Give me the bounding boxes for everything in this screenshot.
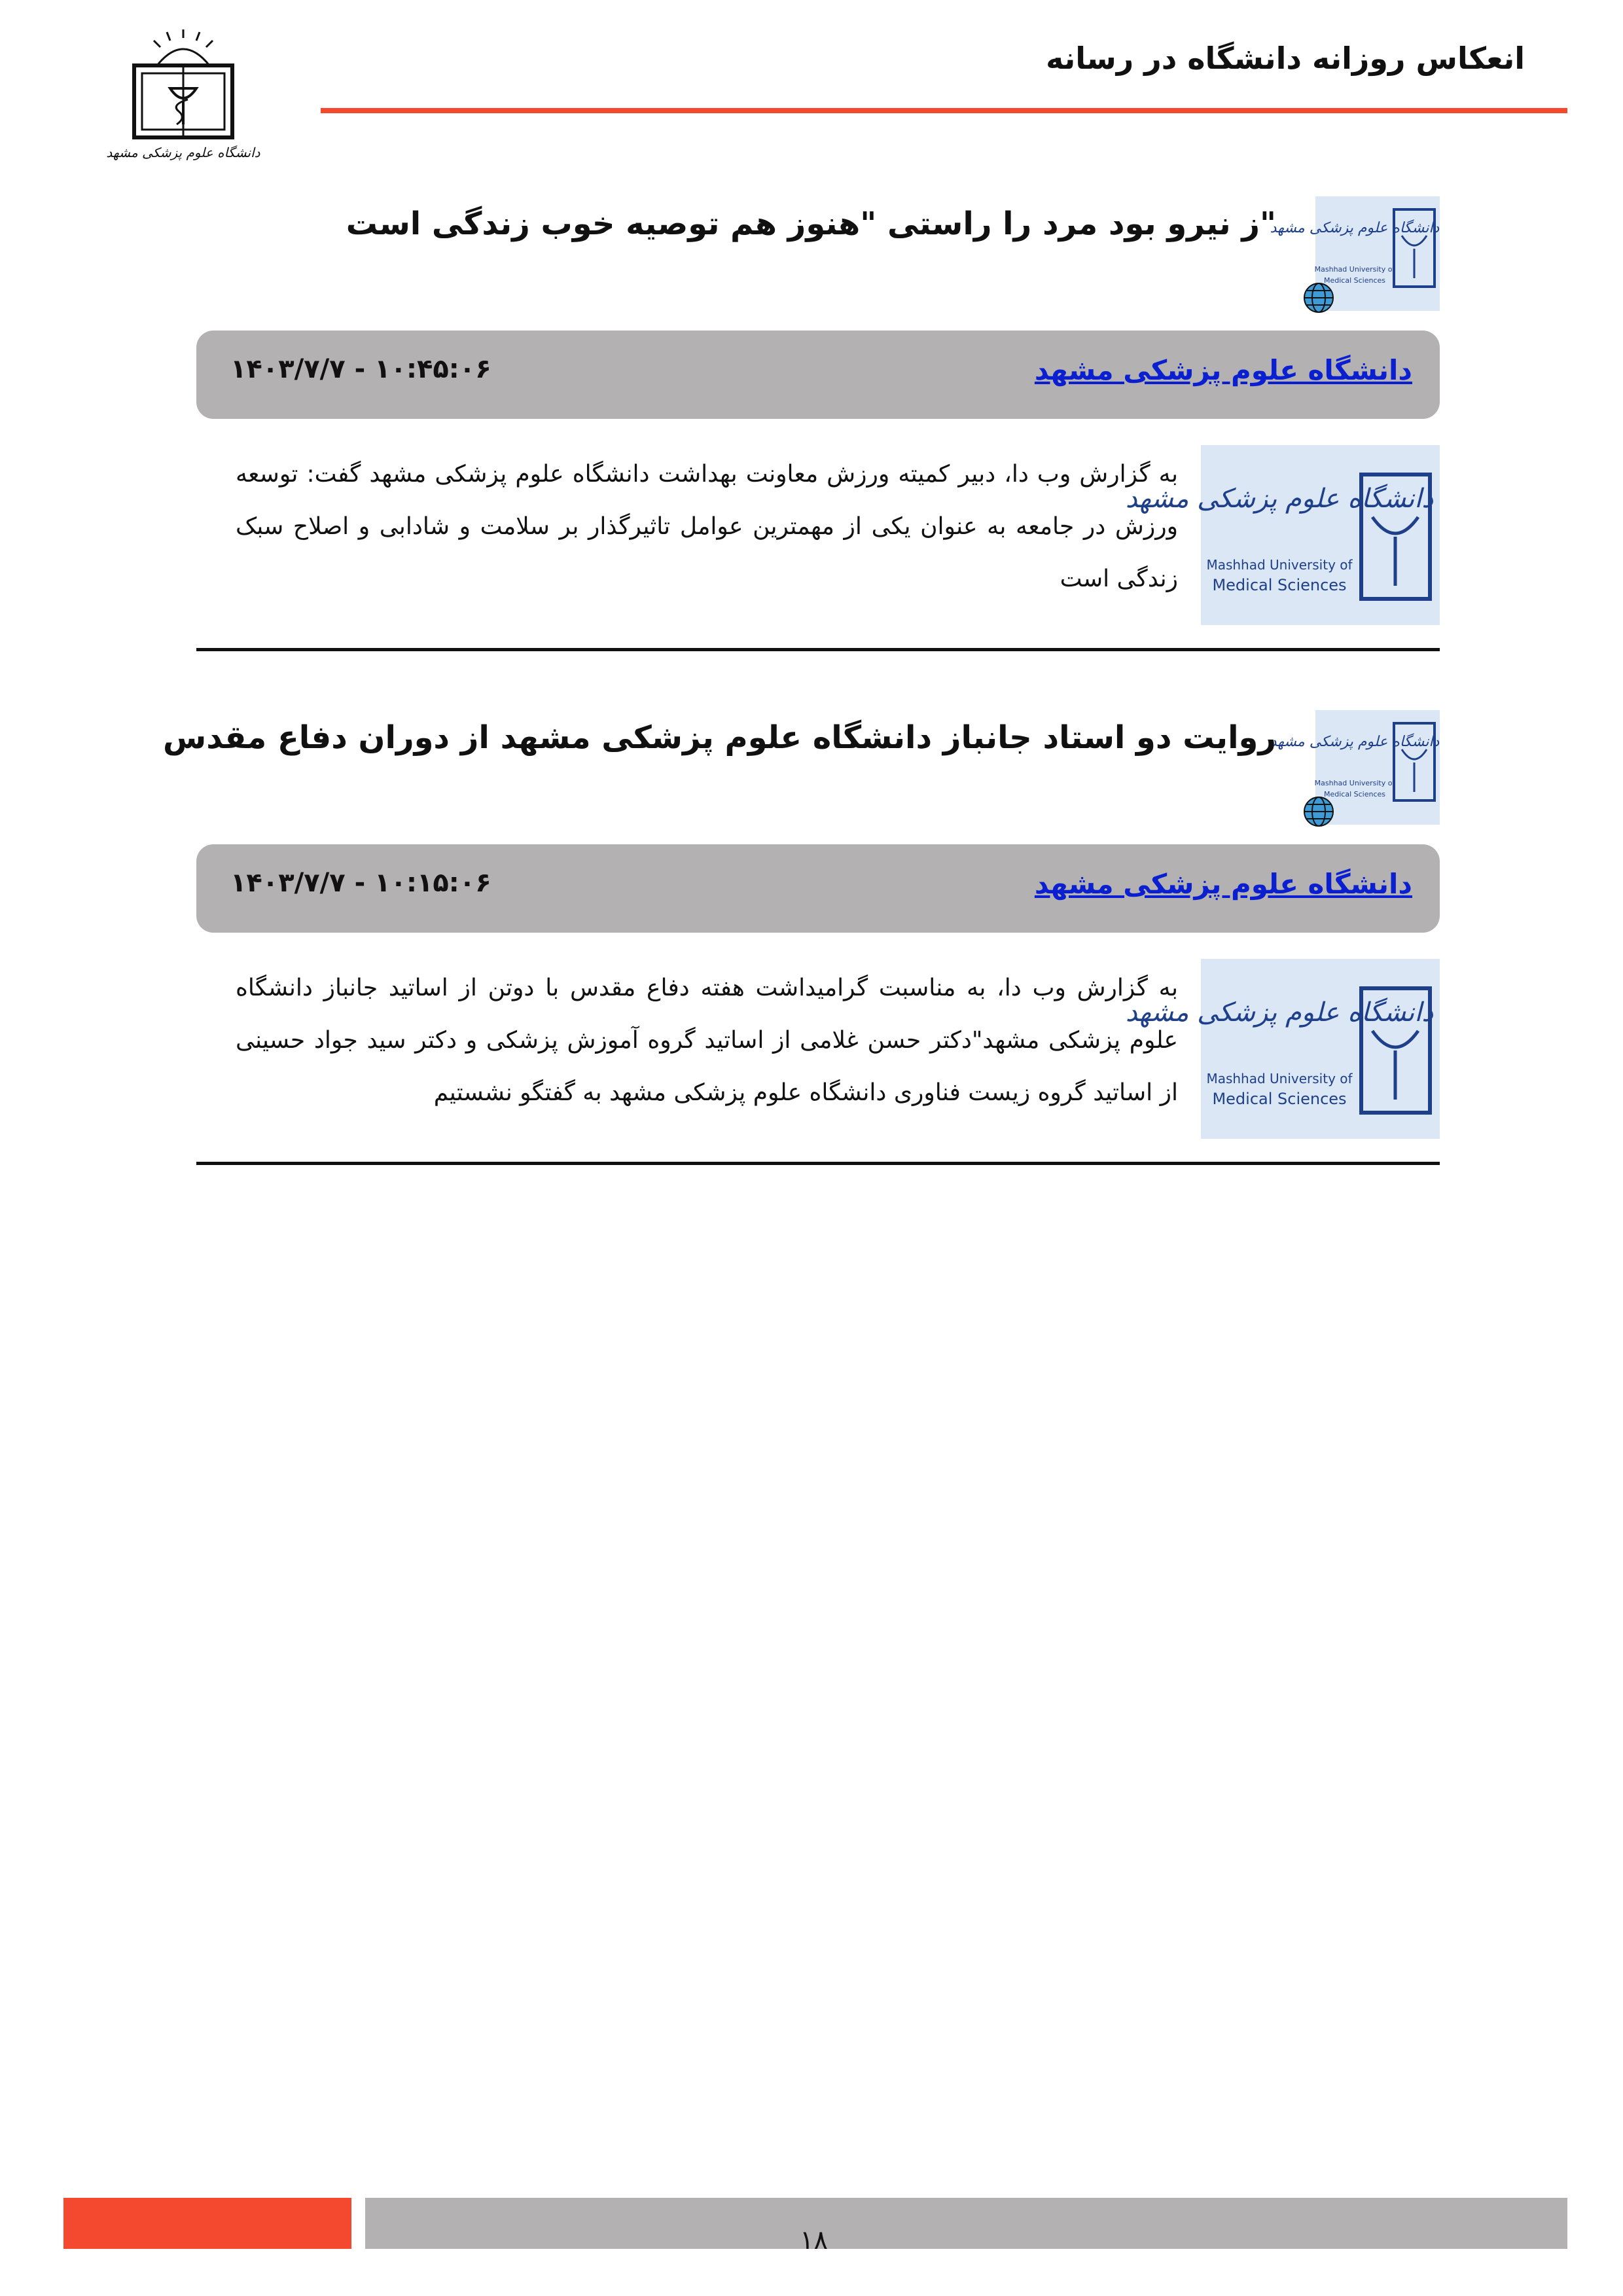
divider — [196, 1162, 1440, 1165]
article-header — [196, 196, 1440, 314]
article-meta-bar — [196, 331, 1440, 419]
page-title: انعکاس روزانه دانشگاه در رسانه — [1046, 41, 1525, 76]
article-summary: به گزارش وب دا، دبیر کمیته ورزش معاونت بهداشت دانشگاه علوم پزشکی مشهد گفت: توسعه ورزش در جامعه به عنوان یکی از مهمترین عوامل تاثیرگذار بر سلامت و شادابی و اصلاح سبک زندگی است — [236, 461, 1178, 592]
svg-text:دانشگاه علوم پزشکی مشهد: دانشگاه علوم پزشکی مشهد — [1270, 734, 1440, 750]
article-thumbnail — [1125, 445, 1440, 625]
page-number: ۱۸ — [800, 2225, 828, 2255]
source-link[interactable]: دانشگاه علوم پزشکی مشهد — [1034, 868, 1412, 900]
footer-bar — [365, 2198, 1567, 2249]
svg-text:دانشگاه علوم پزشکی مشهد: دانشگاه علوم پزشکی مشهد — [1270, 220, 1440, 236]
header-rule — [321, 108, 1567, 113]
svg-text:Medical Sciences: Medical Sciences — [1323, 276, 1386, 285]
svg-text:Medical Sciences: Medical Sciences — [1212, 576, 1347, 594]
article-meta-bar — [196, 844, 1440, 933]
svg-text:Medical Sciences: Medical Sciences — [1212, 1090, 1347, 1108]
source-link[interactable]: دانشگاه علوم پزشکی مشهد — [1034, 354, 1412, 386]
svg-text:Mashhad University of: Mashhad University of — [1206, 557, 1353, 573]
svg-text:Medical Sciences: Medical Sciences — [1323, 790, 1386, 798]
globe-icon — [1302, 795, 1335, 828]
article-title[interactable]: روایت دو استاد جانباز دانشگاه علوم پزشکی مشهد از دوران دفاع مقدس — [163, 719, 1276, 756]
globe-icon — [1302, 281, 1335, 314]
article-title[interactable]: "ز نیرو بود مرد را راستی "هنوز هم توصیه خوب زندگی است — [346, 206, 1276, 242]
news-item — [163, 710, 1440, 1168]
article-thumbnail — [1125, 959, 1440, 1139]
svg-text:Mashhad University of: Mashhad University of — [1314, 779, 1395, 787]
divider — [196, 648, 1440, 651]
svg-text:Mashhad University of: Mashhad University of — [1206, 1071, 1353, 1086]
svg-text:Mashhad University of: Mashhad University of — [1314, 265, 1395, 274]
svg-text:دانشگاه علوم پزشکی مشهد: دانشگاه علوم پزشکی مشهد — [106, 145, 260, 160]
svg-text:دانشگاه علوم پزشکی مشهد: دانشگاه علوم پزشکی مشهد — [1125, 997, 1434, 1028]
publish-datetime: ۱۴۰۳/۷/۷ - ۱۰:۱۵:۰۶ — [230, 868, 491, 898]
university-logo-icon — [108, 26, 259, 164]
news-item — [196, 196, 1440, 655]
publish-datetime: ۱۴۰۳/۷/۷ - ۱۰:۴۵:۰۶ — [230, 354, 491, 384]
footer-accent-bar — [63, 2198, 351, 2249]
article-summary: به گزارش وب دا، به مناسبت گرامیداشت هفته دفاع مقدس با دوتن از اساتید جانباز دانشگاه علوم پزشکی مشهد"دکتر حسن غلامی از اساتید گروه آموزش پزشکی و دکتر سید جواد حسینی از اساتید گروه زیست فناوری دانشگاه علوم پزشکی مشهد به گفتگو نشستیم — [236, 975, 1178, 1106]
article-header — [163, 710, 1440, 828]
svg-text:دانشگاه علوم پزشکی مشهد: دانشگاه علوم پزشکی مشهد — [1125, 484, 1434, 514]
